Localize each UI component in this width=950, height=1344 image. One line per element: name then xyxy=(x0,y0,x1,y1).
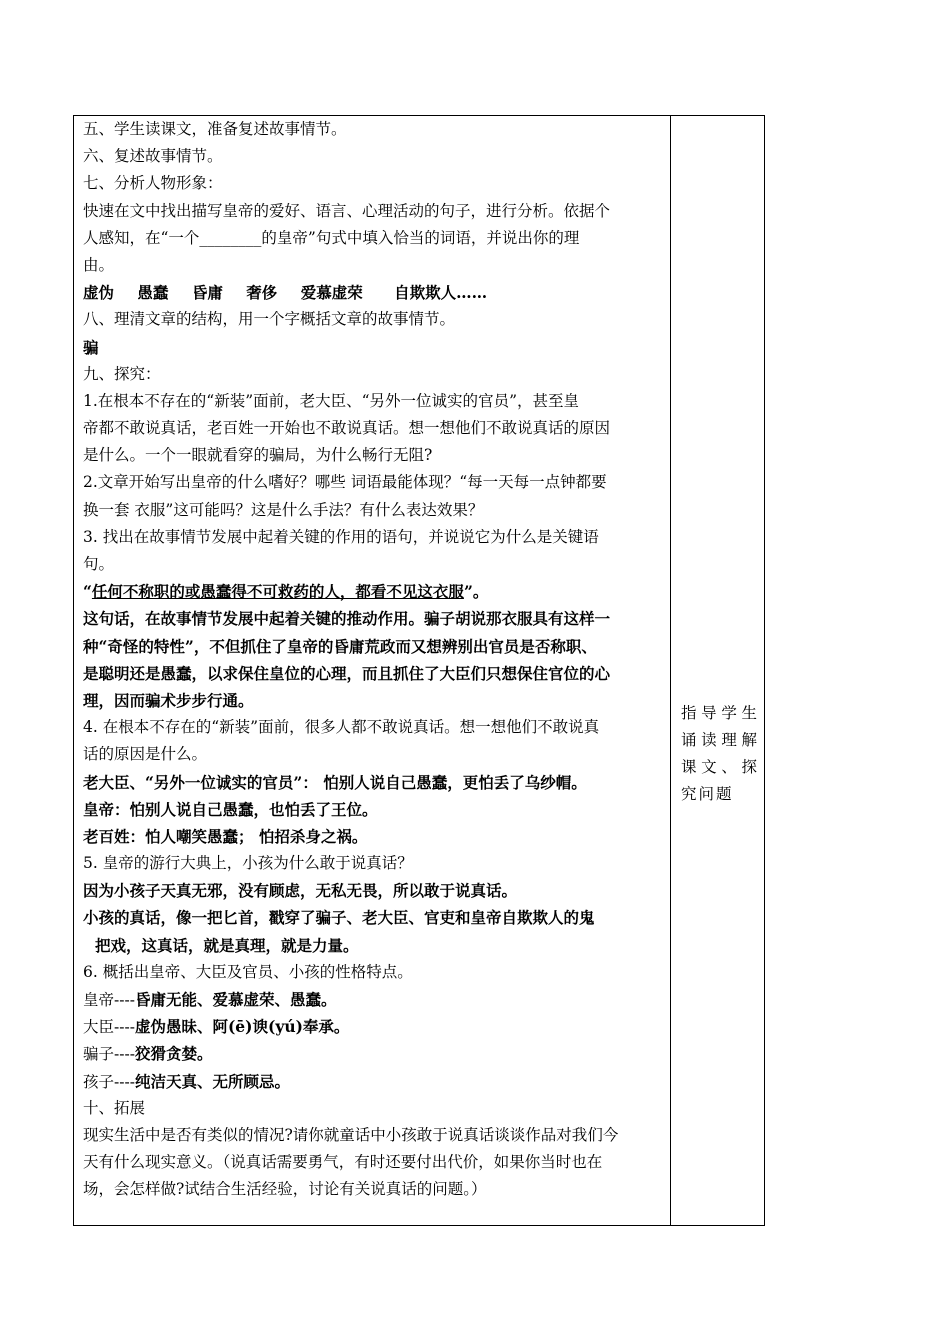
text-line: 天有什么现实意义。（说真话需要勇气，有时还要付出代价，如果你当时也在 xyxy=(83,1153,603,1172)
lesson-table xyxy=(73,115,765,1226)
trait-line xyxy=(83,1040,664,1067)
answer-line: 小孩的真话，像一把匕首，戳穿了骗子、老大臣、官吏和皇帝自欺欺人的鬼 xyxy=(83,908,595,928)
open-quote: “ xyxy=(83,582,92,602)
trait-value: 狡猾贪婪。 xyxy=(134,1044,213,1064)
side-note: 指导学生诵读理解课文、探究问题 xyxy=(681,704,759,803)
text-line: 由。 xyxy=(83,255,115,274)
answer-line: 皇帝：怕别人说自己愚蠢，也怕丢了王位。 xyxy=(83,799,378,819)
trait-value: 纯洁天真、无所顾忌。 xyxy=(134,1071,290,1091)
text-line: 九、探究： xyxy=(83,364,161,383)
trait-person: 骗子---- xyxy=(83,1045,135,1064)
text-line: 1.在根本不存在的“新装”面前，老大臣、“另外一位诚实的官员”，甚至皇 xyxy=(83,391,579,410)
text-line: 八、理清文章的结构，用一个字概括文章的故事情节。 xyxy=(83,310,456,329)
text-line: 换一套 衣服”这可能吗？这是什么手法？有什么表达效果？ xyxy=(83,500,484,519)
answer-word: 虚伪 xyxy=(83,283,115,303)
text-line: 是什么。一个一眼就看穿的骗局，为什么畅行无阻? xyxy=(83,446,433,465)
key-sentence xyxy=(83,578,664,605)
answer-word: 奢侈 xyxy=(246,283,278,303)
answer-line: 老大臣、“另外一位诚实的官员”： 怕别人说自己愚蠢，更怕丢了乌纱帽。 xyxy=(83,772,587,792)
answer-words xyxy=(83,279,664,306)
key-sentence-underlined: 任何不称职的或愚蠢得不可救药的人，都看不见这衣服 xyxy=(91,582,464,602)
answer-word: 爱慕虚荣 xyxy=(300,283,363,303)
trait-line xyxy=(83,986,664,1013)
trait-person: 孩子---- xyxy=(83,1072,135,1091)
answer-word: 昏庸 xyxy=(191,283,223,303)
answer-line: 是聪明还是愚蠢，以求保住皇位的心理，而且抓住了大臣们只想保住官位的心 xyxy=(83,663,611,683)
text-line: 话的原因是什么。 xyxy=(83,745,208,764)
text-line: 五、学生读课文，准备复述故事情节。 xyxy=(83,120,347,138)
close-quote: ”。 xyxy=(463,582,489,602)
answer-line: 这句话，在故事情节发展中起着关键的推动作用。骗子胡说那衣服具有这样一 xyxy=(83,609,611,629)
trait-value: 虚伪愚昧、阿(ē)谀(yú)奉承。 xyxy=(134,1017,350,1037)
text-line: 快速在文中找出描写皇帝的爱好、语言、心理活动的句子，进行分析。依据个 xyxy=(83,201,611,220)
text-line: 十、拓展 xyxy=(83,1098,146,1117)
content-cell xyxy=(74,116,671,1225)
answer-line: 老百姓：怕人嘲笑愚蠢； 怕招杀身之祸。 xyxy=(83,826,368,846)
text-line: 2.文章开始写出皇帝的什么嗜好？哪些 词语最能体现？“每一天每一点钟都要 xyxy=(83,473,607,492)
trait-value: 昏庸无能、爱慕虚荣、愚蠢。 xyxy=(134,990,337,1009)
trait-person: 大臣---- xyxy=(83,1018,135,1037)
text-line: 帝都不敢说真话，老百姓一开始也不敢说真话。想一想他们不敢说真话的原因 xyxy=(83,419,611,438)
answer-line: 把戏，这真话，就是真理，就是力量。 xyxy=(95,935,359,955)
answer-line: 因为小孩子天真无邪，没有顾虑，无私无畏，所以敢于说真话。 xyxy=(83,881,518,901)
text-line: 七、分析人物形象： xyxy=(83,174,223,193)
text-line: 6. 概括出皇帝、大臣及官员、小孩的性格特点。 xyxy=(83,962,413,981)
text-line: 句。 xyxy=(83,555,115,573)
text-line: 现实生活中是否有类似的情况?请你就童话中小孩敢于说真话谈谈作品对我们今 xyxy=(83,1125,619,1144)
text-line: 人感知，在“一个________的皇帝”句式中填入恰当的词语，并说出你的理 xyxy=(83,228,580,247)
answer-word: 愚蠢 xyxy=(137,283,169,303)
text-line: 3. 找出在故事情节发展中起着关键的作用的语句，并说说它为什么是关键语 xyxy=(83,527,599,546)
trait-person: 皇帝---- xyxy=(83,991,135,1009)
trait-line xyxy=(83,1068,664,1095)
answer-line: 理，因而骗术步步行通。 xyxy=(83,690,254,710)
text-line: 场，会怎样做?试结合生活经验，讨论有关说真话的问题。） xyxy=(83,1180,487,1199)
text-line: 5. 皇帝的游行大典上，小孩为什么敢于说真话？ xyxy=(83,854,413,873)
answer-word: 自欺欺人…… xyxy=(394,283,488,303)
note-cell xyxy=(671,116,764,1225)
answer-line: 种“奇怪的特性”，不但抓住了皇帝的昏庸荒政而又想辨别出官员是否称职、 xyxy=(83,636,597,656)
text-line: 4. 在根本不存在的“新装”面前，很多人都不敢说真话。想一想他们不敢说真 xyxy=(83,718,600,737)
text-line: 六、复述故事情节。 xyxy=(83,147,223,166)
trait-line xyxy=(83,1013,664,1040)
answer-line: 骗 xyxy=(83,337,99,357)
